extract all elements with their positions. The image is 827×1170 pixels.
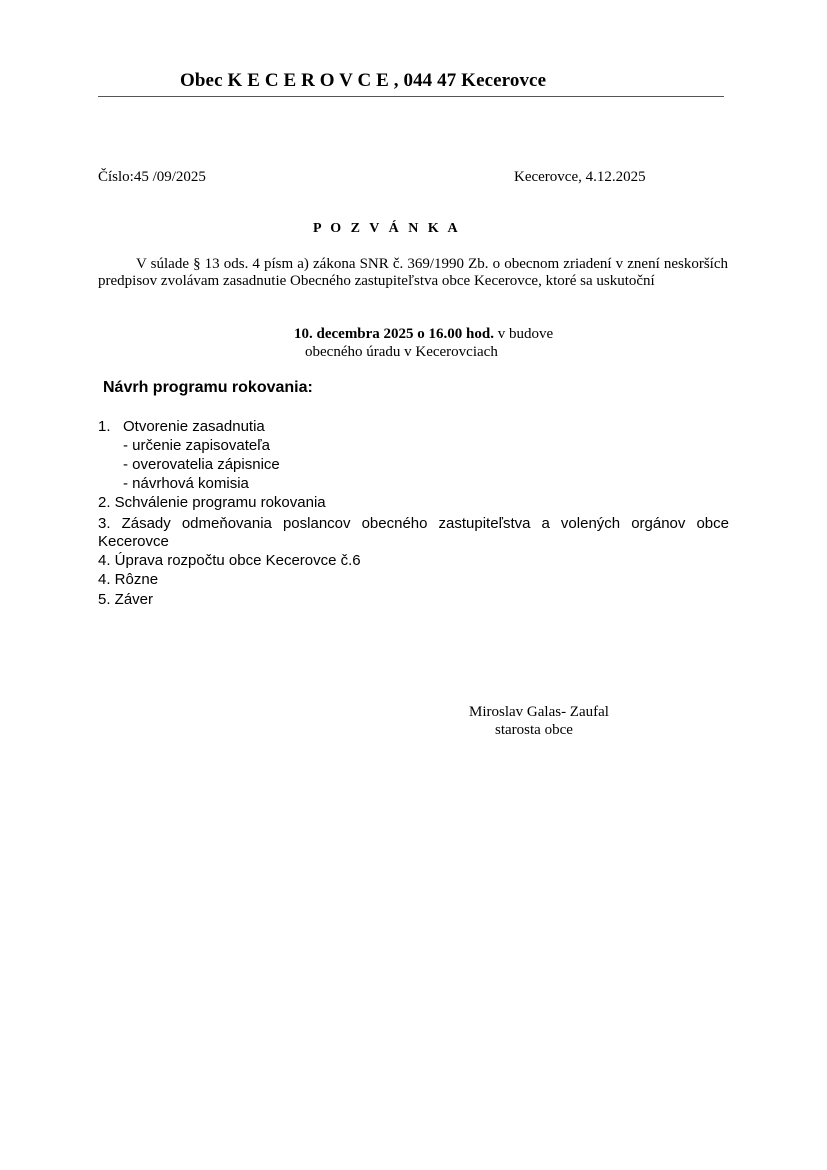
reference-number: Číslo:45 /09/2025	[98, 169, 206, 185]
agenda-item-1: Otvorenie zasadnutia	[123, 418, 265, 435]
agenda-item-3-continued: Kecerovce	[98, 533, 169, 550]
agenda-subitem: - určenie zapisovateľa	[123, 437, 270, 454]
agenda-item-2: 2. Schválenie programu rokovania	[98, 494, 326, 511]
meeting-location: obecného úradu v Kecerovciach	[305, 344, 498, 360]
meeting-location-suffix: v budove	[494, 326, 554, 342]
meeting-datetime-bold: 10. decembra 2025 o 16.00 hod.	[294, 326, 494, 342]
agenda-subitem: - návrhová komisia	[123, 475, 249, 492]
meeting-datetime	[294, 326, 553, 343]
intro-paragraph	[98, 256, 728, 290]
agenda-heading: Návrh programu rokovania:	[103, 379, 313, 396]
municipality-header-title: Obec K E C E R O V C E , 044 47 Kecerovce	[180, 70, 547, 91]
signatory-role: starosta obce	[495, 722, 573, 738]
document-title: P O Z V Á N K A	[313, 221, 461, 236]
header-divider	[98, 96, 724, 97]
agenda-item-1-number: 1.	[98, 418, 111, 435]
intro-text: V súlade § 13 ods. 4 písm a) zákona SNR č. 369/1990 Zb. o obecnom zriadení v znení neskorších predpisov zvolávam zasadnutie Obecného zastupiteľstva obce Kecerovce, ktoré sa uskutoční	[98, 256, 728, 289]
agenda-item-4: 4. Úprava rozpočtu obce Kecerovce č.6	[98, 552, 361, 569]
agenda-item-6: 5. Záver	[98, 591, 154, 608]
signatory-name: Miroslav Galas- Zaufal	[469, 704, 609, 720]
place-and-date: Kecerovce, 4.12.2025	[514, 169, 646, 185]
agenda-subitem: - overovatelia zápisnice	[123, 456, 280, 473]
agenda-item-3: 3. Zásady odmeňovania poslancov obecného zastupiteľstva a volených orgánov obce	[98, 515, 729, 532]
agenda-item-5: 4. Rôzne	[98, 571, 159, 588]
